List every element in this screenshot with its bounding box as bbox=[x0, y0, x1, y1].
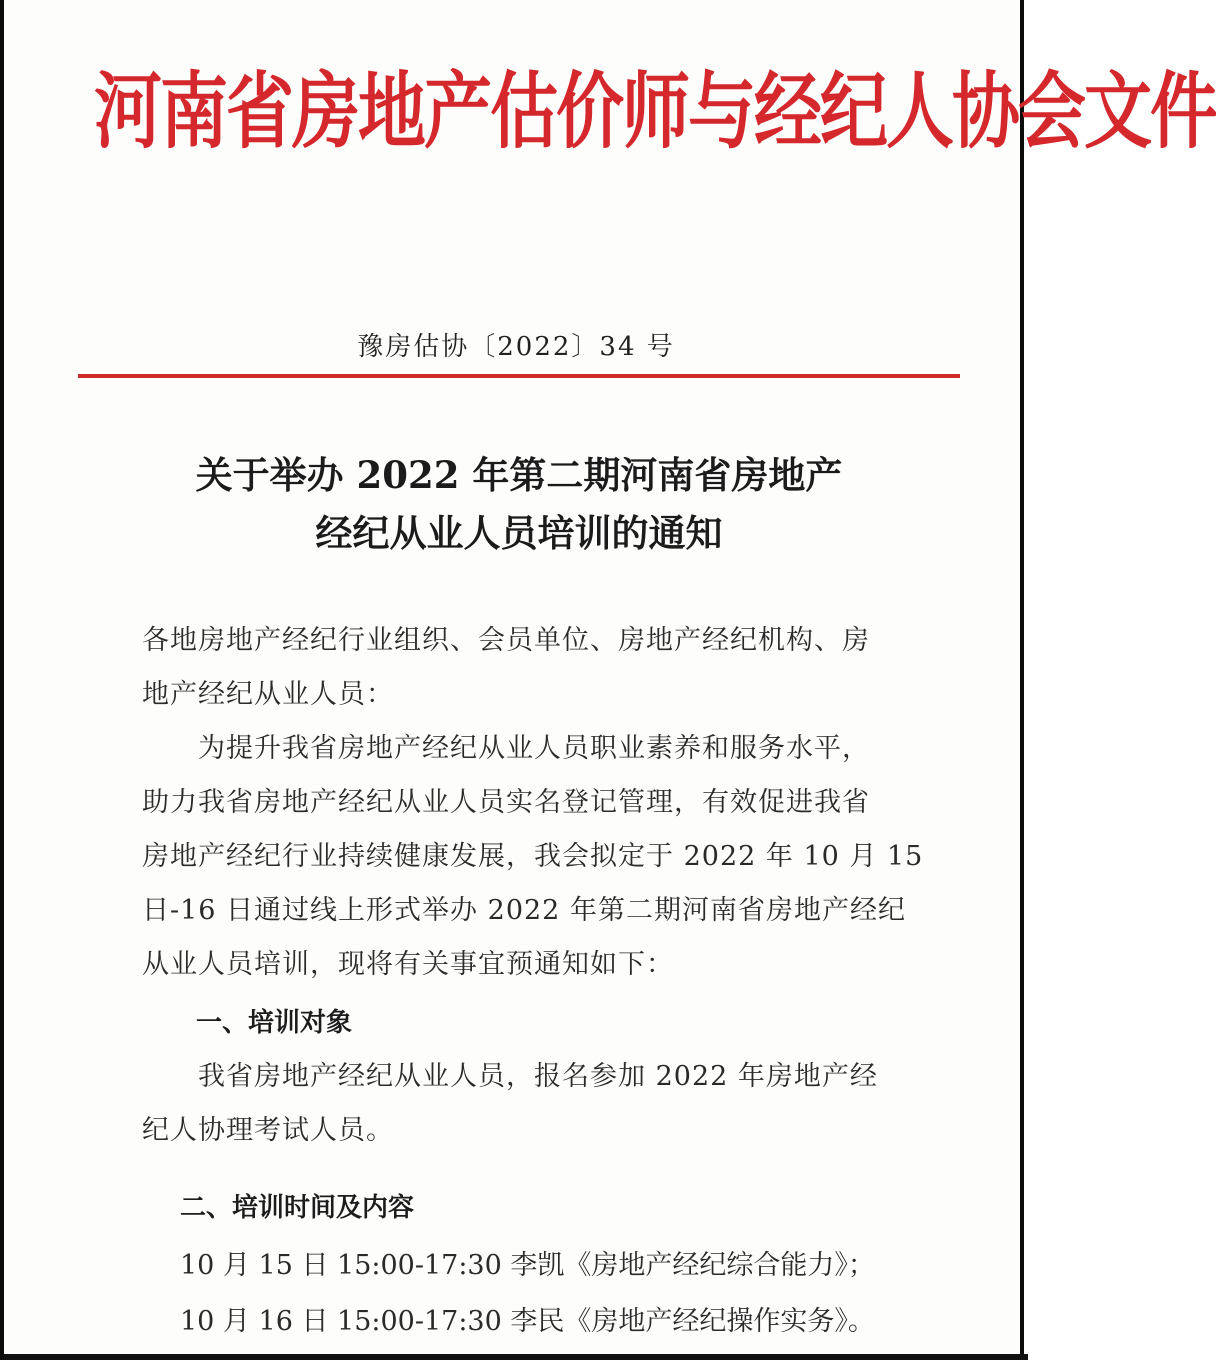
salutation-paragraph bbox=[142, 614, 902, 722]
section-heading-trainees: 一、培训对象 bbox=[196, 1008, 353, 1038]
intro-line-4: 日-16 日通过线上形式举办 2022 年第二期河南省房地产经纪 bbox=[142, 895, 906, 926]
salutation-line-2: 地产经纪从业人员： bbox=[142, 679, 394, 710]
document-number: 豫房估协〔2022〕34 号 bbox=[357, 332, 675, 362]
intro-line-2: 助力我省房地产经纪从业人员实名登记管理，有效促进我省 bbox=[142, 787, 870, 818]
schedule-item-1: 10 月 15 日 15:00-17:30 李凯《房地产经纪综合能力》； bbox=[180, 1250, 875, 1281]
section-heading-schedule: 二、培训时间及内容 bbox=[180, 1193, 415, 1223]
notice-title bbox=[124, 446, 914, 562]
trainees-line-1: 我省房地产经纪从业人员，报名参加 2022 年房地产经 bbox=[198, 1061, 878, 1092]
schedule-list bbox=[180, 1238, 940, 1350]
issuer-header: 河南省房地产估价师与经纪人协会文件 bbox=[94, 64, 1216, 161]
intro-line-5: 从业人员培训，现将有关事宜预通知如下： bbox=[142, 949, 674, 980]
trainees-line-2: 纪人协理考试人员。 bbox=[142, 1115, 394, 1146]
salutation-line-1: 各地房地产经纪行业组织、会员单位、房地产经纪机构、房 bbox=[142, 625, 870, 656]
title-line-2: 经纪从业人员培训的通知 bbox=[315, 511, 723, 555]
intro-line-1: 为提升我省房地产经纪从业人员职业素养和服务水平， bbox=[198, 733, 870, 764]
intro-line-3: 房地产经纪行业持续健康发展，我会拟定于 2022 年 10 月 15 bbox=[142, 841, 924, 872]
schedule-item-2: 10 月 16 日 15:00-17:30 李民《房地产经纪操作实务》。 bbox=[180, 1306, 875, 1337]
intro-paragraph bbox=[142, 722, 924, 992]
red-divider bbox=[78, 374, 960, 378]
title-line-1: 关于举办 2022 年第二期河南省房地产 bbox=[195, 453, 843, 497]
bottom-border bbox=[4, 1354, 1028, 1360]
trainees-paragraph bbox=[142, 1050, 902, 1158]
